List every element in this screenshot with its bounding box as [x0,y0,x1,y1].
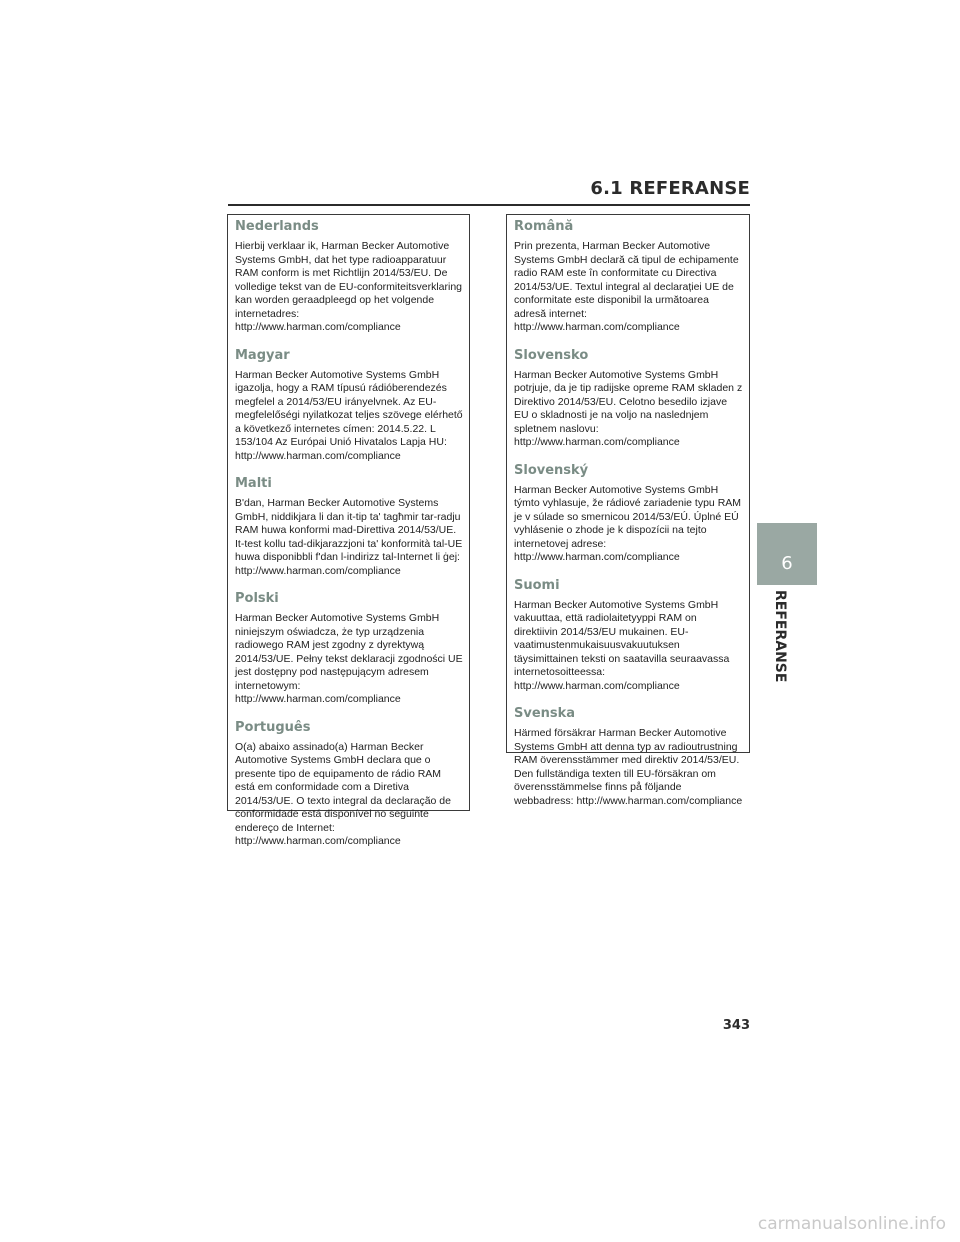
section-malti [235,476,463,578]
chapter-label: REFERANSE [772,590,788,683]
declaration-text: Harman Becker Automotive Systems GmbH igazolja, hogy a RAM típusú rádióberendezés megfelel a 2014/53/EU irányelvnek. Az EU-megfelelőségi nyilatkozat teljes szövege elérhető a következő internetes címen: 2014.5.22. L 153/104 Az Európai Unió Hivatalos Lapja HU: http://www.harman.com/compliance [235,368,463,462]
declaration-text: Hierbij verklaar ik, Harman Becker Automotive Systems GmbH, dat het type radioapparatuur RAM conform is met Richtlijn 2014/53/EU. De volledige tekst van de EU-conformiteitsverklaring kan worden geraadpleegd op het volgende internetadres: http://www.harman.com/compliance [235,240,463,333]
section-title: 6.1 REFERANSE [590,178,750,199]
section-magyar [235,348,463,464]
language-title: Slovensko [514,347,589,363]
right-column-box [506,214,750,807]
language-title: Suomi [514,577,560,593]
section-suomi [514,578,743,694]
declaration-text: B'dan, Harman Becker Automotive Systems GmbH, niddikjara li dan it-tip ta' tagħmir tar-radju RAM huwa konformi mad-Direttiva 2014/53/UE. It-test kollu tad-dikjarazzjoni ta' konformità tal-UE huwa disponibbli f'dan l-indirizz tal-Internet li ġej: http://www.harman.com/compliance [235,497,463,577]
chapter-side-label [760,590,820,683]
section-portugues [235,720,463,849]
declaration-text: Harman Becker Automotive Systems GmbH vakuuttaa, että radiolaitetyyppi RAM on direktiivin 2014/53/EU mukainen. EU-vaatimustenmukaisuusvakuutuksen täysimittainen teksti on saatavilla seuraavassa internetosoitteessa: http://www.harman.com/compliance [514,598,730,692]
section-polski [235,591,463,707]
section-romana [514,219,743,335]
declaration-text: Härmed försäkrar Harman Becker Automotive Systems GmbH att denna typ av radioutrustning RAM överensstämmer med direktiv 2014/53/EU. Den fullständiga texten till EU-försäkran om överensstämmelse finns på följande webbadress: http://www.harman.com/compliance [514,727,743,807]
language-title: Português [235,719,311,735]
declaration-text: O(a) abaixo assinado(a) Harman Becker Automotive Systems GmbH declara que o presente tipo de equipamento de rádio RAM está em conformidade com a Diretiva 2014/53/UE. O texto integral da declaração de conformidade está disponível no seguinte endereço de Internet: http://www.harman.com/compliance [235,740,451,847]
section-svenska [514,706,743,808]
declaration-text: Harman Becker Automotive Systems GmbH týmto vyhlasuje, že rádiové zariadenie typu RAM je v súlade so smernicou 2014/53/EÚ. Úplné EÚ vyhlásenie o zhode je k dispozícii na tejto internetovej adrese: http://www.harman.com/compliance [514,483,742,563]
declaration-text: Harman Becker Automotive Systems GmbH potrjuje, da je tip radijske opreme RAM skladen z Direktivo 2014/53/EU. Celotno besedilo izjave EU o skladnosti je na voljo na naslednjem spletnem naslovu: http://www.harman.com/compliance [514,368,743,448]
chapter-tab [757,523,817,585]
declaration-text: Prin prezenta, Harman Becker Automotive Systems GmbH declară că tipul de echipamente radio RAM este în conformitate cu Directiva 2014/53/UE. Textul integral al declarației UE de conformitate este disponibil la următoarea adresă internet: http://www.harman.com/compliance [514,240,739,333]
left-column-box [227,214,470,847]
language-title: Nederlands [235,219,319,234]
language-title: Polski [235,591,279,606]
language-title: Svenska [514,706,576,721]
language-title: Română [514,219,574,234]
section-slovensky [514,463,743,565]
chapter-number: 6 [781,552,793,574]
language-title: Magyar [235,347,290,363]
header-rule [228,204,750,206]
language-title: Slovenský [514,462,589,478]
section-slovensko [514,348,743,450]
language-title: Malti [235,476,272,491]
declaration-text: Harman Becker Automotive Systems GmbH niniejszym oświadcza, że typ urządzenia radiowego RAM jest zgodny z dyrektywą 2014/53/UE. Pełny tekst deklaracji zgodności UE jest dostępny pod następującym adresem internetowym: http://www.harman.com/compliance [235,612,463,705]
section-nederlands [235,219,463,335]
watermark: carmanualsonline.info [757,1214,946,1234]
page-number: 343 [722,1018,750,1033]
